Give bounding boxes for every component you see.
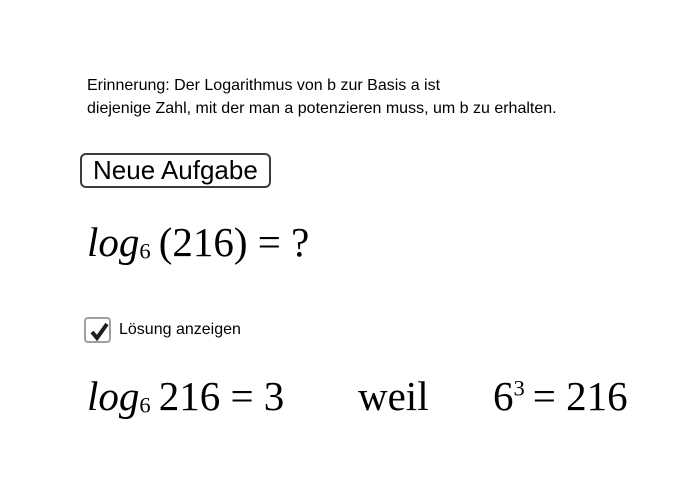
solution-left-expression: 216 = 3 <box>158 373 285 419</box>
solution-right-expression: = 216 <box>532 373 628 419</box>
question-expression: (216) = ? <box>158 219 310 265</box>
solution-power-exponent: 3 <box>513 375 525 401</box>
question-log: log <box>87 219 140 265</box>
reminder-text <box>87 74 557 120</box>
solution-power-base: 6 <box>493 373 514 419</box>
solution-formula-left <box>87 373 285 419</box>
solution-formula-right <box>493 373 628 419</box>
new-task-button[interactable]: Neue Aufgabe <box>80 153 271 188</box>
question-formula <box>87 219 310 265</box>
solution-toggle[interactable] <box>84 317 241 343</box>
solution-toggle-label[interactable]: Lösung anzeigen <box>119 321 241 338</box>
check-icon <box>86 318 113 345</box>
solution-base: 6 <box>139 392 151 418</box>
question-base: 6 <box>139 238 151 264</box>
solution-connector: weil <box>358 373 429 419</box>
reminder-line-1: Erinnerung: Der Logarithmus von b zur Basis a ist <box>87 77 441 94</box>
reminder-line-2: diejenige Zahl, mit der man a potenzieren muss, um b zu erhalten. <box>87 100 557 117</box>
solution-checkbox[interactable] <box>84 317 111 343</box>
solution-log: log <box>87 373 140 419</box>
